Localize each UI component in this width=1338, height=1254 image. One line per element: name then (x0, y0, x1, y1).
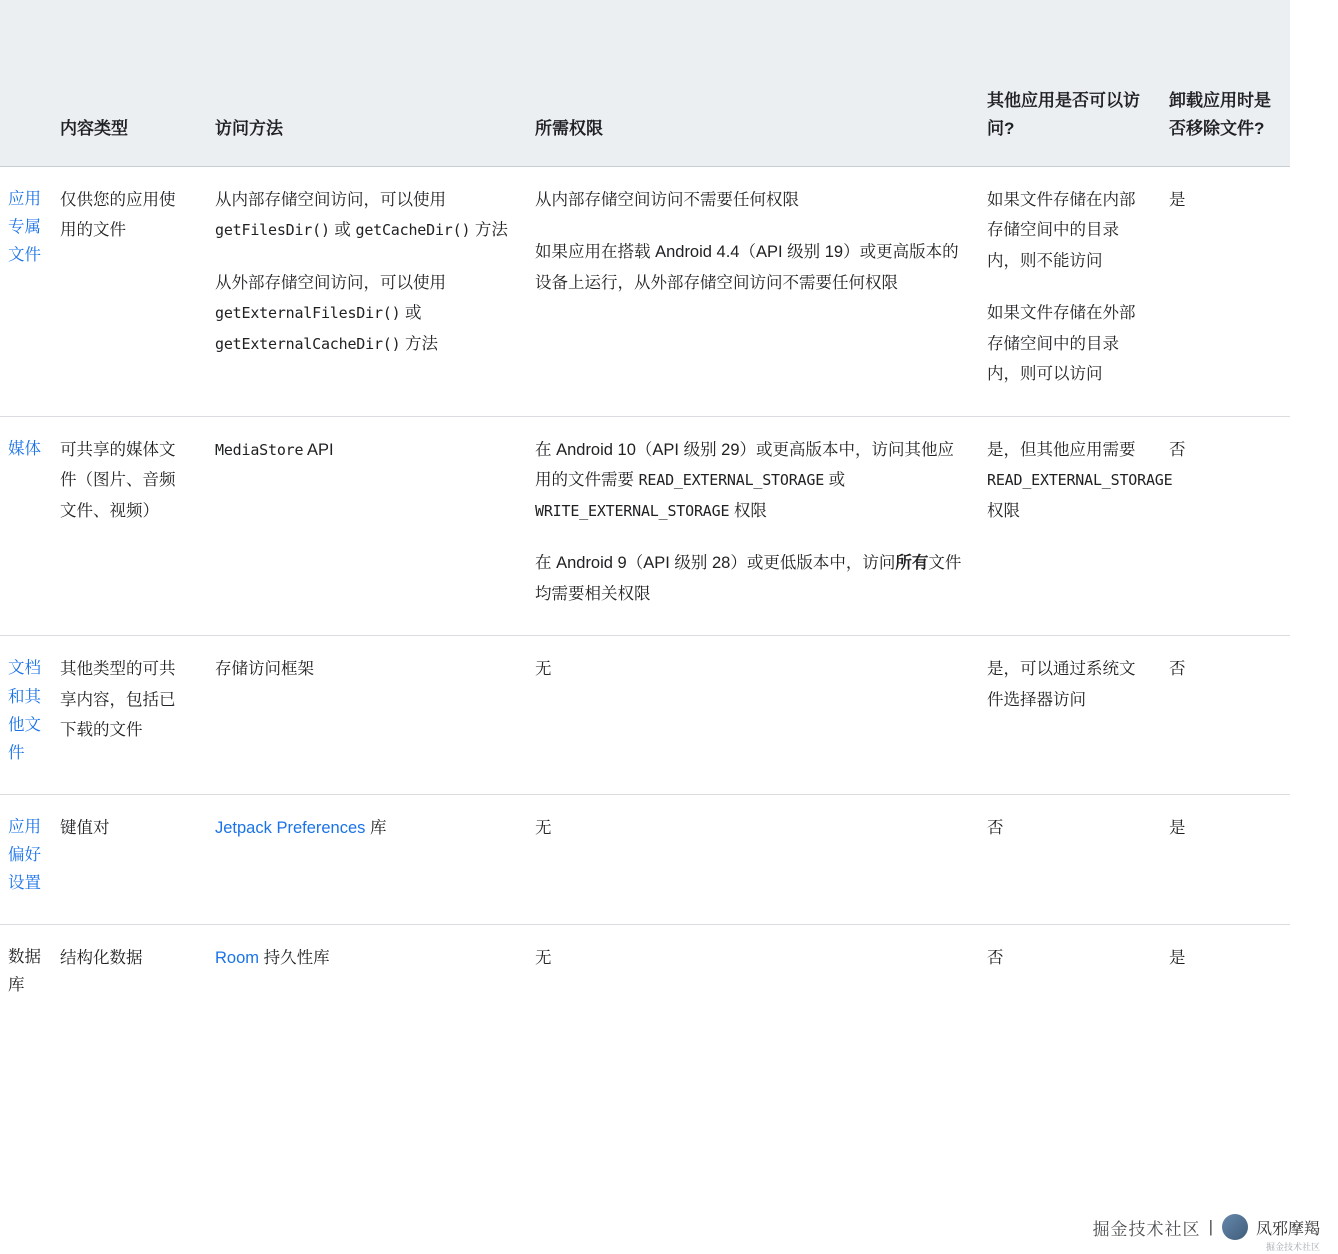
cell-uninstall: 否 (1157, 636, 1290, 795)
other-apps-paragraph: 是，可以通过系统文件选择器访问 (987, 660, 1136, 709)
table-row (0, 924, 1290, 1025)
cell-content-type: 其他类型的可共享内容，包括已下载的文件 (48, 636, 203, 795)
cell-uninstall: 是 (1157, 924, 1290, 1025)
cell-other-apps (975, 794, 1157, 924)
text-fragment: 在 Android 10（API 级别 29）或更高版本中，访问其他应用的文件需要 (535, 440, 955, 490)
text-fragment: 文件均需要相关权限 (535, 554, 962, 603)
room-link[interactable]: Room (215, 948, 260, 967)
cell-access-method (203, 166, 523, 416)
code-get-cache-dir: getCacheDir() (355, 221, 471, 240)
other-apps-paragraph: 如果文件存储在外部存储空间中的目录内，则可以访问 (987, 304, 1136, 384)
code-get-files-dir: getFilesDir() (215, 221, 330, 240)
access-method-paragraph-2 (215, 268, 511, 360)
table-header-cell-0 (0, 0, 48, 166)
cell-content-type: 结构化数据 (48, 924, 203, 1025)
row-label-app-specific (0, 166, 48, 416)
watermark-user-wrap (1255, 1216, 1320, 1252)
permission-paragraph (535, 548, 963, 609)
table-head (0, 0, 1290, 166)
text-fragment: 或 (400, 304, 422, 323)
table-header-row (0, 0, 1290, 166)
text-fragment: 库 (365, 818, 387, 837)
table-row (0, 416, 1290, 636)
table-row (0, 166, 1290, 416)
watermark (1092, 1214, 1320, 1252)
cell-permissions (523, 924, 975, 1025)
other-apps-paragraph: 如果文件存储在内部存储空间中的目录内，则不能访问 (987, 190, 1136, 270)
code-get-external-files-dir: getExternalFilesDir() (215, 304, 401, 323)
emphasis-all: 所有 (895, 554, 929, 573)
cell-other-apps (975, 924, 1157, 1025)
cell-uninstall: 是 (1157, 166, 1290, 416)
table-header-cell-content-type: 内容类型 (48, 0, 203, 166)
permission-paragraph: 无 (535, 948, 552, 967)
cell-access-method (203, 924, 523, 1025)
permission-paragraph (535, 435, 963, 527)
permission-paragraph: 如果应用在搭载 Android 4.4（API 级别 19）或更高版本的设备上运行，从外部存储空间访问不需要任何权限 (535, 243, 959, 292)
cell-uninstall: 是 (1157, 794, 1290, 924)
row-label-documents (0, 636, 48, 795)
cell-access-method (203, 416, 523, 636)
watermark-site: 掘金技术社区 (1092, 1219, 1201, 1239)
text-fragment: 在 Android 9（API 级别 28）或更低版本中，访问 (535, 554, 896, 573)
cell-access-method (203, 794, 523, 924)
text-fragment: 或 (329, 221, 356, 240)
row-label-preferences (0, 794, 48, 924)
text-fragment: 从外部存储空间访问，可以使用 (215, 273, 446, 292)
cell-other-apps (975, 166, 1157, 416)
row-label-link[interactable]: 应用专属文件 (8, 189, 41, 265)
row-label-media (0, 416, 48, 636)
cell-uninstall: 否 (1157, 416, 1290, 636)
cell-permissions (523, 166, 975, 416)
cell-access-method: 存储访问框架 (203, 636, 523, 795)
text-fragment: 是，但其他应用需要 (987, 440, 1136, 459)
access-method-paragraph-1 (215, 435, 511, 466)
text-fragment: 权限 (987, 501, 1020, 520)
text-fragment: 持久性库 (259, 948, 330, 967)
table-header-cell-permissions: 所需权限 (523, 0, 975, 166)
table-header-cell-other-apps: 其他应用是否可以访问? (975, 0, 1157, 166)
text-fragment: API (303, 440, 334, 459)
access-method-paragraph-1 (215, 185, 511, 246)
table-body (0, 166, 1290, 1026)
text-fragment: 或 (824, 471, 846, 490)
cell-permissions (523, 636, 975, 795)
code-read-external-storage: READ_EXTERNAL_STORAGE (638, 471, 825, 490)
row-label-database (0, 924, 48, 1025)
row-label-link[interactable]: 媒体 (8, 439, 41, 458)
table-header-cell-access-method: 访问方法 (203, 0, 523, 166)
row-label-text: 数据库 (8, 947, 41, 995)
watermark-separator: | (1208, 1217, 1214, 1236)
table-header-cell-uninstall: 卸载应用时是否移除文件? (1157, 0, 1290, 166)
watermark-user: 凤邪摩羯 (1255, 1220, 1320, 1238)
permission-paragraph: 从内部存储空间访问不需要任何权限 (535, 190, 799, 209)
watermark-badge: 掘金技术社区 (1265, 1241, 1320, 1252)
text-fragment: 从内部存储空间访问，可以使用 (215, 190, 446, 209)
cell-content-type: 可共享的媒体文件（图片、音频文件、视频） (48, 416, 203, 636)
row-label-link[interactable]: 应用偏好设置 (8, 817, 41, 893)
table-row (0, 794, 1290, 924)
text-fragment: 权限 (729, 501, 767, 520)
other-apps-paragraph (987, 435, 1173, 527)
avatar (1222, 1214, 1248, 1240)
cell-other-apps (975, 416, 1173, 636)
jetpack-preferences-link[interactable]: Jetpack Preferences (215, 818, 366, 837)
code-mediastore: MediaStore (215, 440, 304, 459)
cell-other-apps (975, 636, 1157, 795)
other-apps-paragraph: 否 (987, 818, 1004, 837)
cell-permissions (523, 794, 975, 924)
cell-content-type: 键值对 (48, 794, 203, 924)
code-get-external-cache-dir: getExternalCacheDir() (215, 334, 401, 353)
other-apps-paragraph: 否 (987, 948, 1004, 967)
cell-content-type: 仅供您的应用使用的文件 (48, 166, 203, 416)
permission-paragraph: 无 (535, 660, 552, 679)
text-fragment: 方法 (470, 221, 508, 240)
code-write-external-storage: WRITE_EXTERNAL_STORAGE (535, 501, 730, 520)
text-fragment: 方法 (400, 334, 439, 353)
cell-permissions (523, 416, 975, 636)
permission-paragraph: 无 (535, 818, 552, 837)
code-read-external-storage: READ_EXTERNAL_STORAGE (987, 471, 1173, 490)
row-label-link[interactable]: 文档和其他文件 (8, 659, 41, 763)
table-row (0, 636, 1290, 795)
